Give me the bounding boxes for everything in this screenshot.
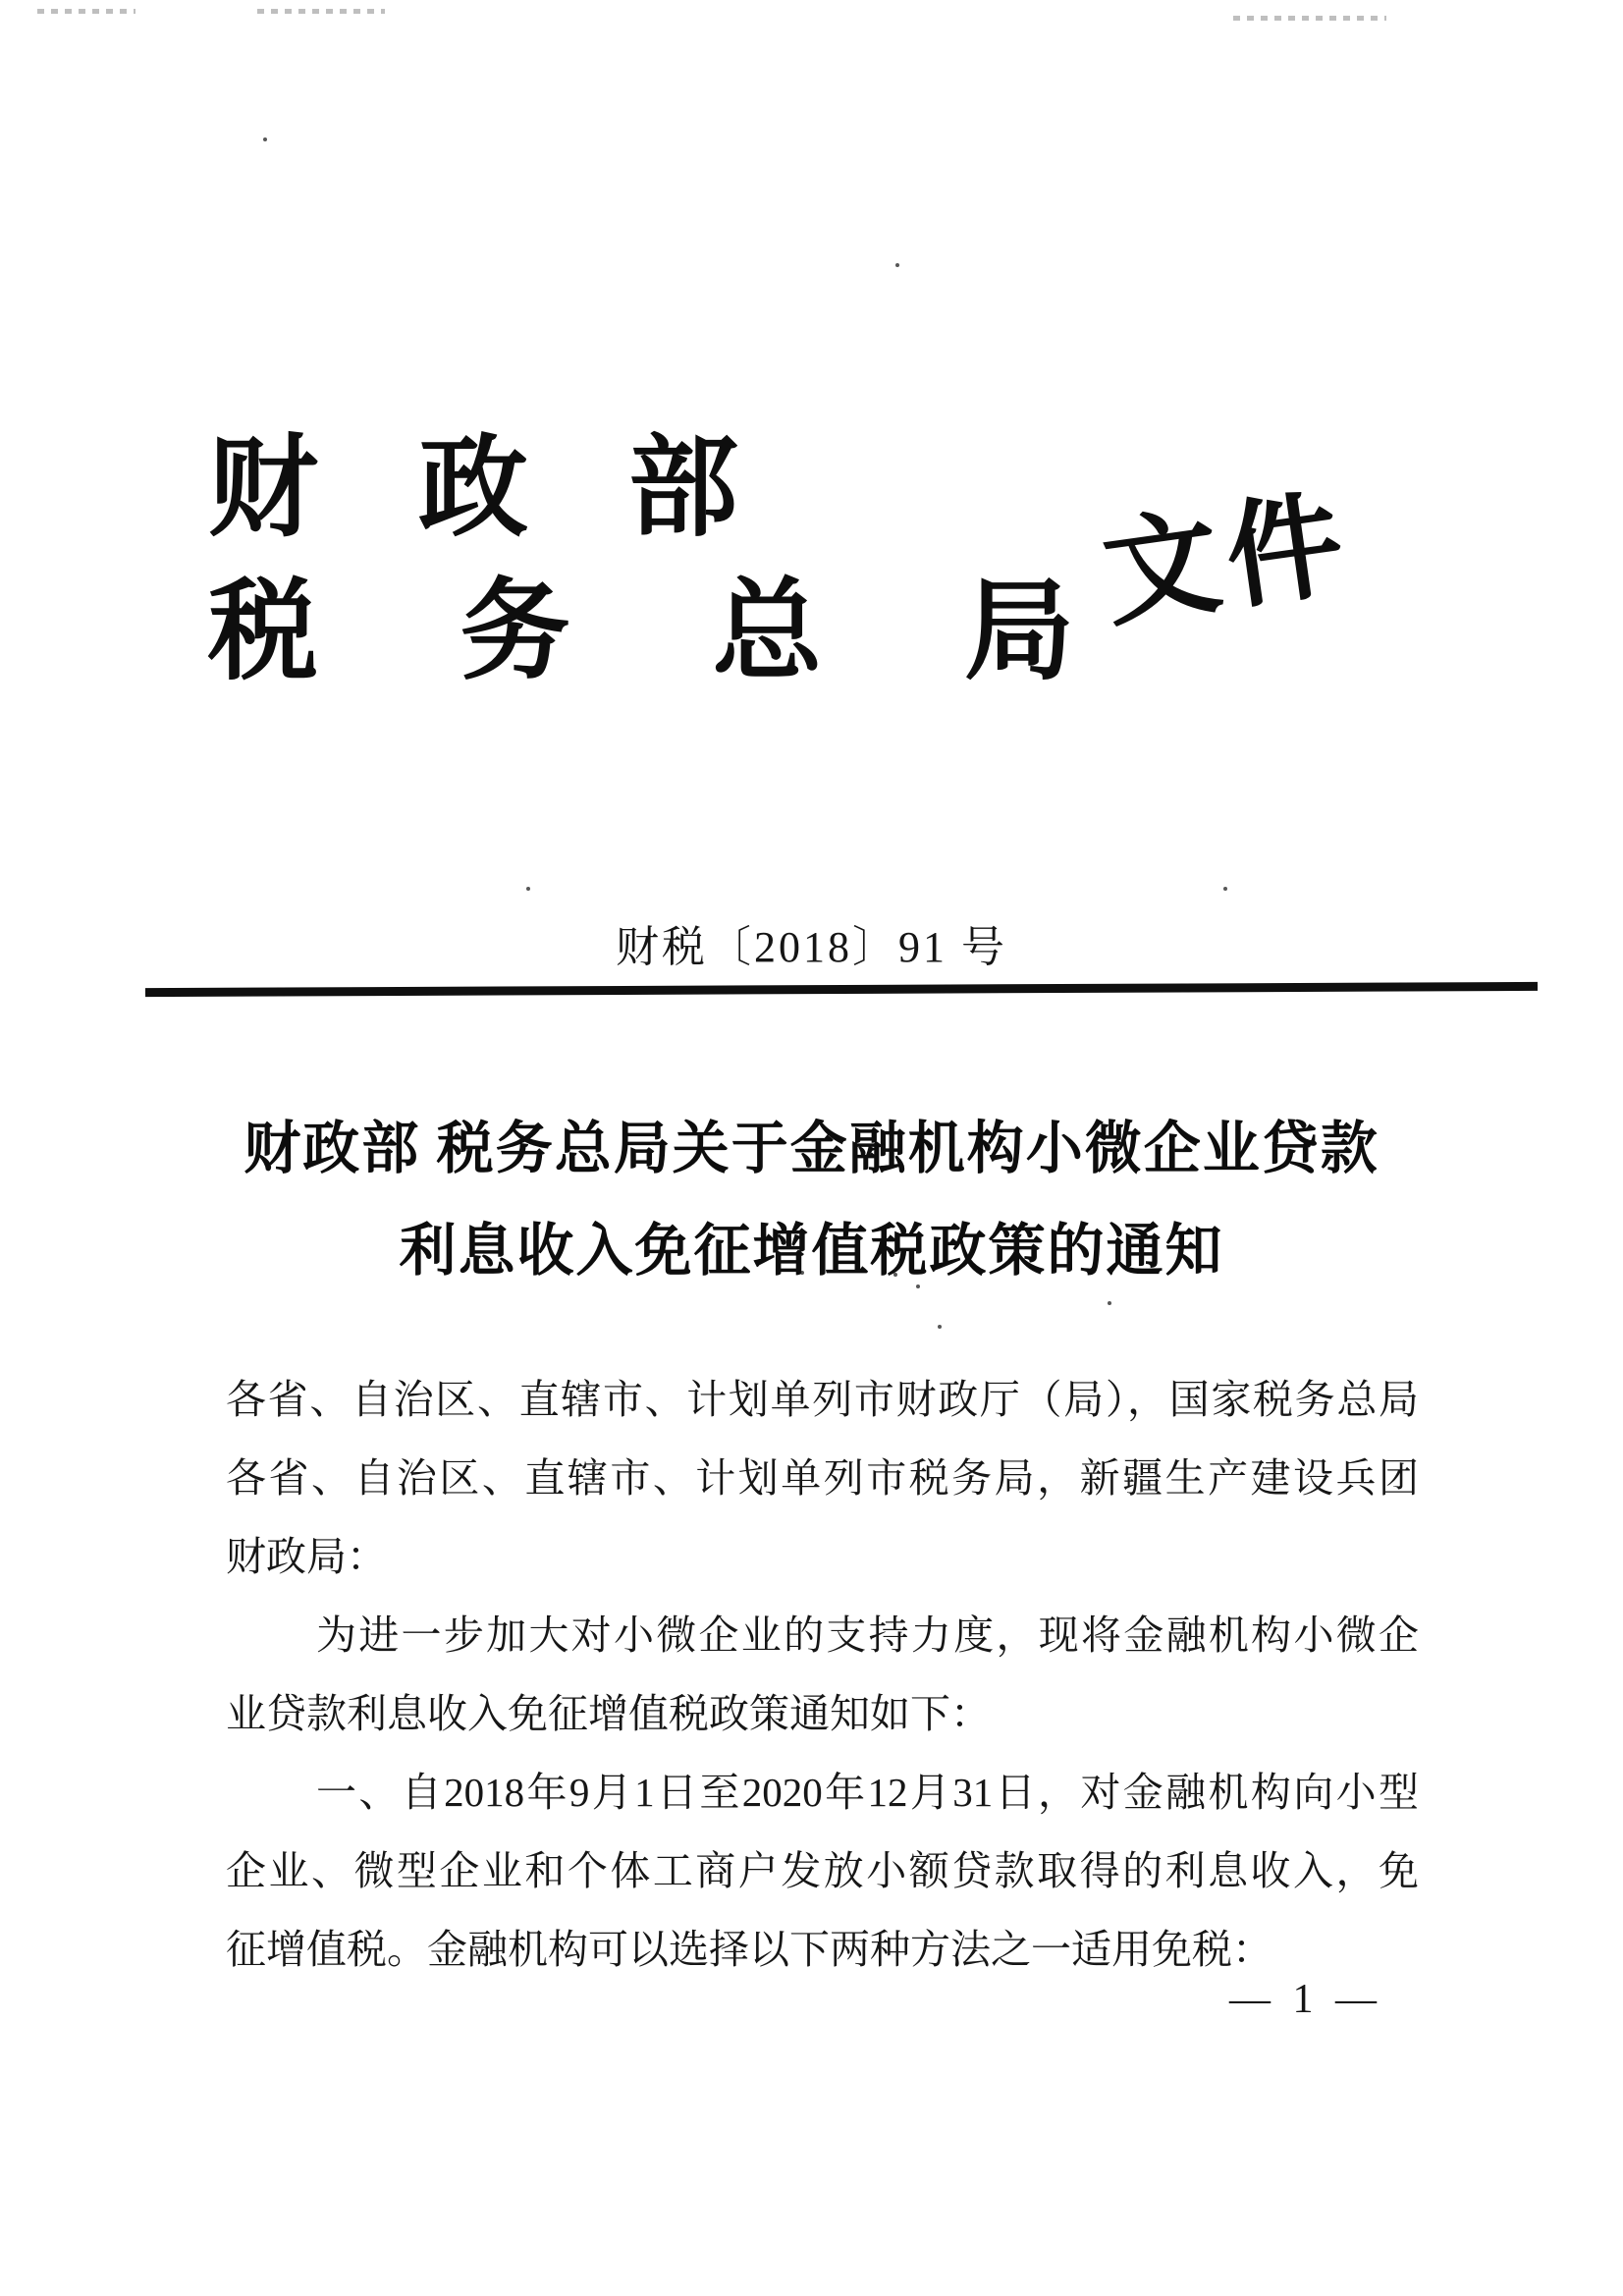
document-body xyxy=(226,1360,1419,1989)
body-line: 各省、自治区、直辖市、计划单列市财政厅（局），国家税务总局 xyxy=(226,1377,1419,1422)
body-line: 业贷款利息收入免征增值税政策通知如下： xyxy=(226,1691,991,1736)
letterhead-line2 xyxy=(208,572,1074,693)
page-number: — 1 — xyxy=(1229,1977,1382,2022)
scan-speck xyxy=(263,137,267,141)
scan-dash-mark xyxy=(257,9,385,14)
letterhead-suffix: 文件 xyxy=(1096,479,1359,641)
scan-speck xyxy=(895,263,899,267)
document-title-line1: 财政部 税务总局关于金融机构小微企业贷款 xyxy=(243,1117,1380,1180)
body-line: 各省、自治区、直辖市、计划单列市税务局，新疆生产建设兵团 xyxy=(226,1455,1419,1501)
scan-speck xyxy=(526,887,530,891)
letterhead-char: 税 xyxy=(208,572,318,693)
document-title xyxy=(0,1098,1623,1302)
scan-dash-mark xyxy=(1233,16,1386,21)
body-line: 征增值税。金融机构可以选择以下两种方法之一适用免税： xyxy=(226,1927,1272,1972)
letterhead-char: 务 xyxy=(460,572,570,693)
separator-line xyxy=(145,982,1538,997)
scan-dash-mark xyxy=(37,9,135,14)
letterhead-char: 局 xyxy=(963,572,1074,693)
scan-speck xyxy=(1223,887,1227,891)
body-line: 为进一步加大对小微企业的支持力度，现将金融机构小微企 xyxy=(316,1613,1419,1658)
document-number: 财税〔2018〕91 号 xyxy=(616,923,1007,971)
scan-speck xyxy=(938,1325,942,1329)
letterhead-char: 政 xyxy=(418,428,528,550)
letterhead-char: 总 xyxy=(712,572,823,693)
body-line: 财政局： xyxy=(226,1534,387,1579)
letterhead-line1 xyxy=(208,428,738,550)
body-line: 一、自2018年9月1日至2020年12月31日，对金融机构向小型 xyxy=(316,1770,1419,1815)
body-line: 企业、微型企业和个体工商户发放小额贷款取得的利息收入，免 xyxy=(226,1848,1419,1893)
letterhead-char: 财 xyxy=(208,428,318,550)
document-title-line2: 利息收入免征增值税政策的通知 xyxy=(399,1219,1224,1283)
letterhead-char: 部 xyxy=(628,428,738,550)
